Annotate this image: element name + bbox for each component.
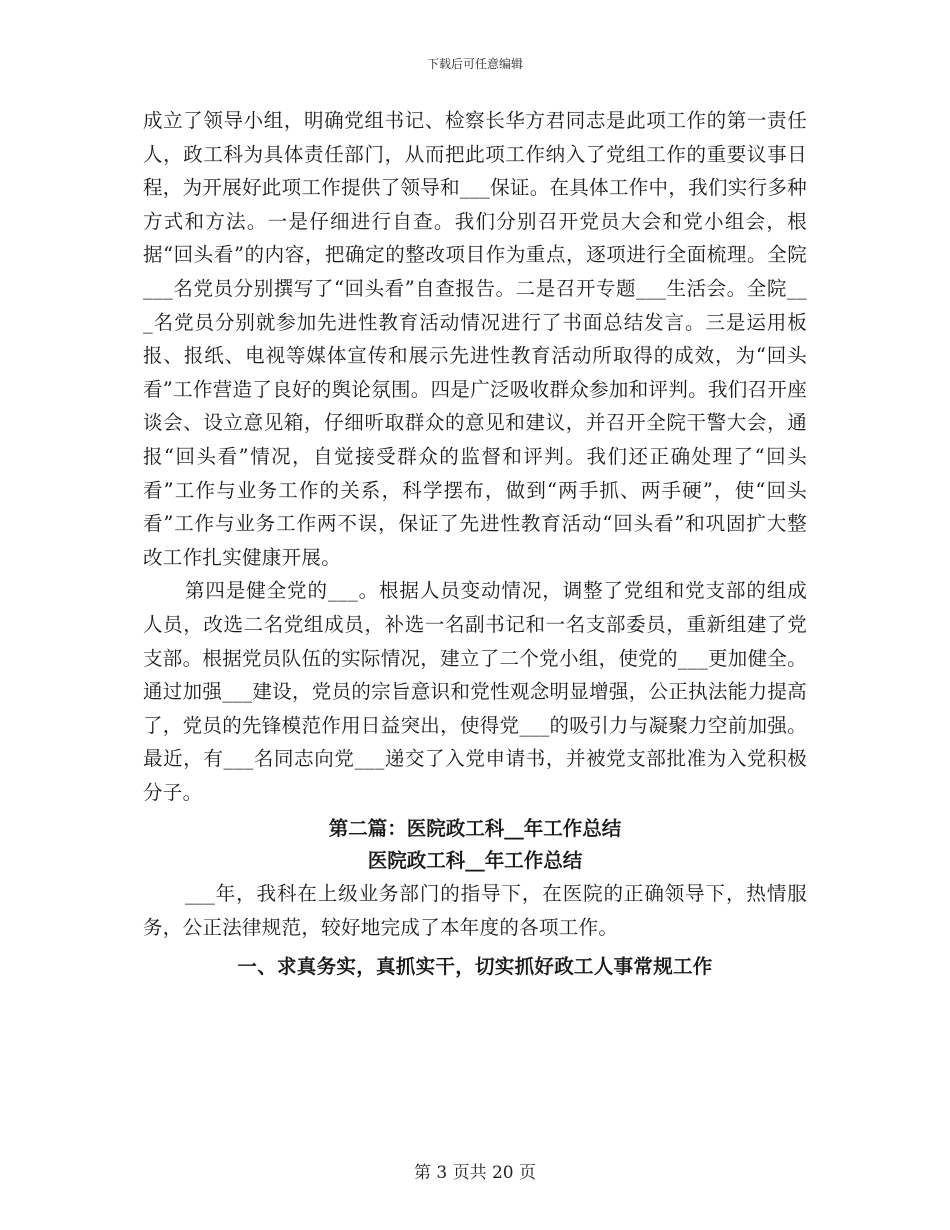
section-subtitle: 医院政工科__年工作总结 — [367, 849, 583, 873]
section-heading: 一、求真务实，真抓实干，切实抓好政工人事常规工作 — [237, 954, 713, 978]
paragraph-2: 第四是健全党的___。根据人员变动情况，调整了党组和党支部的组成人员，改选二名党组成员，补选一名副书记和一名支部委员，重新组建了党支部。根据党员队伍的实际情况，建立了二个党小组，使党的___更加健全。通过加强___建设，党员的宗旨意识和党性观念明显增强，公正执法能力提高了，党员的先锋模范作用日益突出，使得党___的吸引力与凝聚力空前加强。最近，有___名同志向党___递交了入党申请书，并被党支部批准为入党积极分子。 — [143, 579, 807, 804]
page-number: 第 3 页共 20 页 — [413, 1163, 537, 1183]
paragraph-1: 成立了领导小组，明确党组书记、检察长华方君同志是此项工作的第一责任人，政工科为具体责任部门，从而把此项工作纳入了党组工作的重要议事日程，为开展好此项工作提供了领导和___保证。在具体工作中，我们实行多种方式和方法。一是仔细进行自查。我们分别召开党员大会和党小组会，根据“回头看”的内容，把确定的整改项目作为重点，逐项进行全面梳理。全院___名党员分别撰写了“回头看”自查报告。二是召开专题___生活会。全院___名党员分别就参加先进性教育活动情况进行了书面总结发言。三是运用板报、报纸、电视等媒体宣传和展示先进性教育活动所取得的成效，为“回头看”工作营造了良好的舆论氛围。四是广泛吸收群众参加和评判。我们召开座谈会、设立意见箱，仔细听取群众的意见和建议，并召开全院干警大会，通报“回头看”情况，自觉接受群众的监督和评判。我们还正确处理了“回头看”工作与业务工作的关系，科学摆布，做到“两手抓、两手硬”，使“回头看”工作与业务工作两不误，保证了先进性教育活动“回头看”和巩固扩大整改工作扎实健康开展。 — [143, 109, 807, 569]
document-body — [143, 104, 807, 985]
page-header-note: 下载后可任意编辑 — [426, 57, 523, 71]
section-title: 第二篇：医院政工科__年工作总结 — [328, 817, 622, 841]
paragraph-3: ___年，我科在上级业务部门的指导下，在医院的正确领导下，热情服务，公正法律规范，较好地完成了本年度的各项工作。 — [143, 882, 807, 940]
